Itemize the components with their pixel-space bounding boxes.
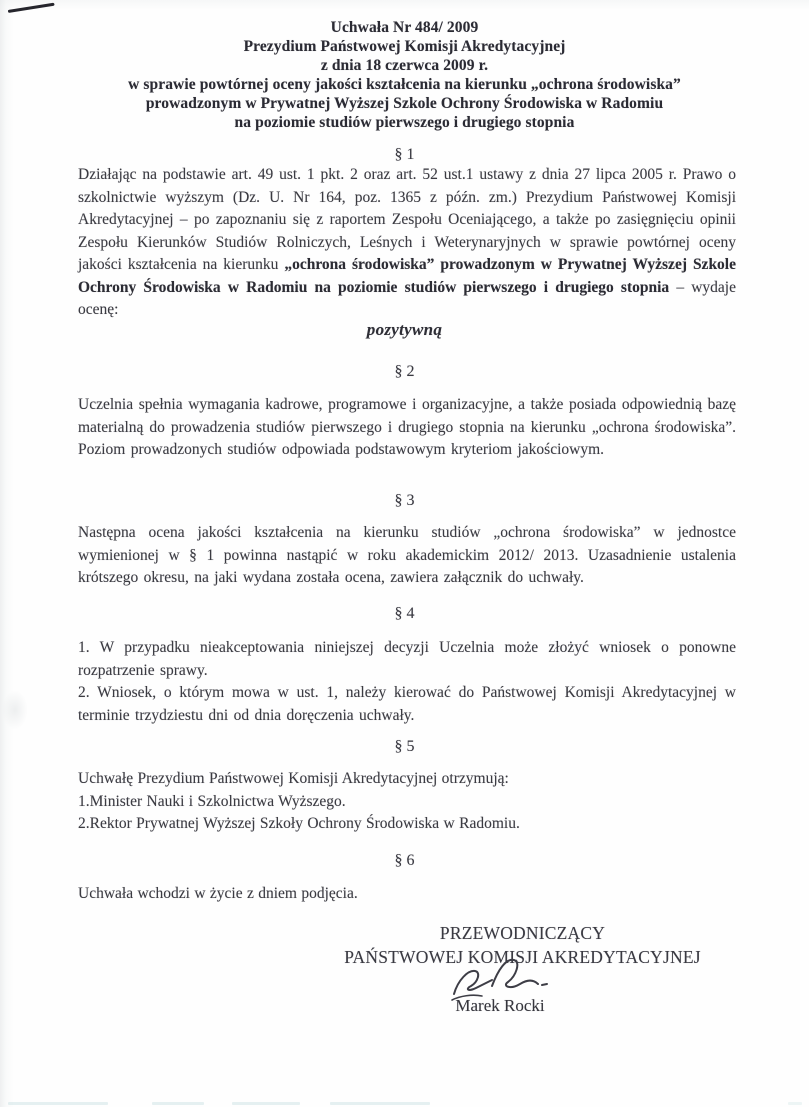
scan-mark-bottom-dash — [330, 1102, 430, 1105]
section-mark-2: § 2 — [394, 363, 415, 380]
section-4-item-1: 1. W przypadku nieakceptowania niniejszej decyzji Uczelnia może złożyć wniosek o ponowne rozpatrzenie sprawy. — [78, 639, 736, 679]
scan-mark-bottom-dash — [788, 1102, 802, 1105]
scan-mark-topleft-line — [8, 3, 55, 13]
signature-title-institution: PAŃSTWOWEJ KOMISJI AKREDYTACYJNEJ — [344, 947, 701, 967]
section-5-item-2: 2.Rektor Prywatnej Wyższej Szkoły Ochrony Środowiska w Radomiu. — [78, 815, 520, 832]
verdict-text: pozytywną — [366, 320, 443, 339]
section-4-item-2: 2. Wniosek, o którym mowa w ust. 1, należy kierować do Państwowej Komisji Akredytacyjnej w terminie trzydziestu dni od dnia doręczenia uchwały. — [78, 684, 736, 724]
paragraph-section-4 — [78, 637, 736, 727]
section-1-text-bold: „ochrona środowiska” prowadzonym w Prywatnej Wyższej Szkole Ochrony Środowiska w Radomiu na poziomie studiów pierwszego i drugiego stopnia — [78, 256, 736, 296]
section-mark-1: § 1 — [394, 146, 415, 163]
scan-mark-bottom-dash — [8, 1102, 108, 1105]
title-line-6: na poziomie studiów pierwszego i drugiego stopnia — [234, 114, 575, 131]
paragraph-section-6: Uchwała wchodzi w życie z dniem podjęcia. — [78, 885, 358, 902]
paragraph-section-1 — [78, 164, 736, 322]
scan-mark-bottom-dash — [152, 1102, 204, 1105]
section-mark-4: § 4 — [394, 605, 415, 622]
title-line-4: w sprawie powtórnej oceny jakości kształcenia na kierunku „ochrona środowiska” — [128, 76, 681, 93]
section-1-text-tail: – wydaje ocenę: — [78, 278, 736, 318]
title-line-1: Uchwała Nr 484/ 2009 — [330, 19, 479, 36]
paragraph-section-5 — [78, 768, 736, 836]
paragraph-section-2: Uczelnia spełnia wymagania kadrowe, programowe i organizacyjne, a także posiada odpowiednią bazę materialną do prowadzenia studiów pierwszego i drugiego stopnia na kierunku „ochrona środowiska”. Poziom prowadzonych studiów odpowiada podstawowym kryteriom jakościowym. — [78, 396, 736, 458]
section-mark-5: § 5 — [394, 738, 415, 755]
title-line-2: Prezydium Państwowej Komisji Akredytacyjnej — [243, 38, 566, 55]
chairman-name: Marek Rocki — [455, 996, 545, 1015]
signature-title-role: PRZEWODNICZĄCY — [439, 923, 606, 943]
title-line-3: z dnia 18 czerwca 2009 r. — [320, 57, 489, 74]
section-mark-6: § 6 — [394, 852, 415, 869]
scan-smudge-left — [2, 690, 28, 730]
document-title — [0, 18, 809, 132]
section-mark-3: § 3 — [394, 492, 415, 509]
section-5-item-1: 1.Minister Nauki i Szkolnictwa Wyższego. — [78, 792, 346, 810]
title-line-5: prowadzonym w Prywatnej Wyższej Szkole Ochrony Środowiska w Radomiu — [145, 95, 664, 112]
section-1-text-normal: Działając na podstawie art. 49 ust. 1 pkt. 2 oraz art. 52 ust.1 ustawy z dnia 27 lipca 2005 r. Prawo o szkolnictwie wyższym (Dz. U. Nr 164, poz. 1365 z późn. zm.) Prezydium Państwowej Komisji Akredytacyjnej – po zapoznaniu się z raportem Zespołu Oceniającego, a także po zasięgnięciu opinii Zespołu Kierunków Studiów Rolniczych, Leśnych i Weterynaryjnych w sprawie powtórnej oceny jakości kształcenia na kierunku — [78, 166, 736, 273]
section-5-intro: Uchwałę Prezydium Państwowej Komisji Akredytacyjnej otrzymują: — [78, 770, 509, 787]
paragraph-section-3: Następna ocena jakości kształcenia na kierunku studiów „ochrona środowiska” w jednostce wymienionej w § 1 powinna nastąpić w roku akademickim 2012/ 2013. Uzasadnienie ustalenia krótszego okresu, na jaki wydana została ocena, zawiera załącznik do uchwały. — [78, 524, 736, 586]
scan-mark-bottom-dash — [232, 1102, 300, 1105]
